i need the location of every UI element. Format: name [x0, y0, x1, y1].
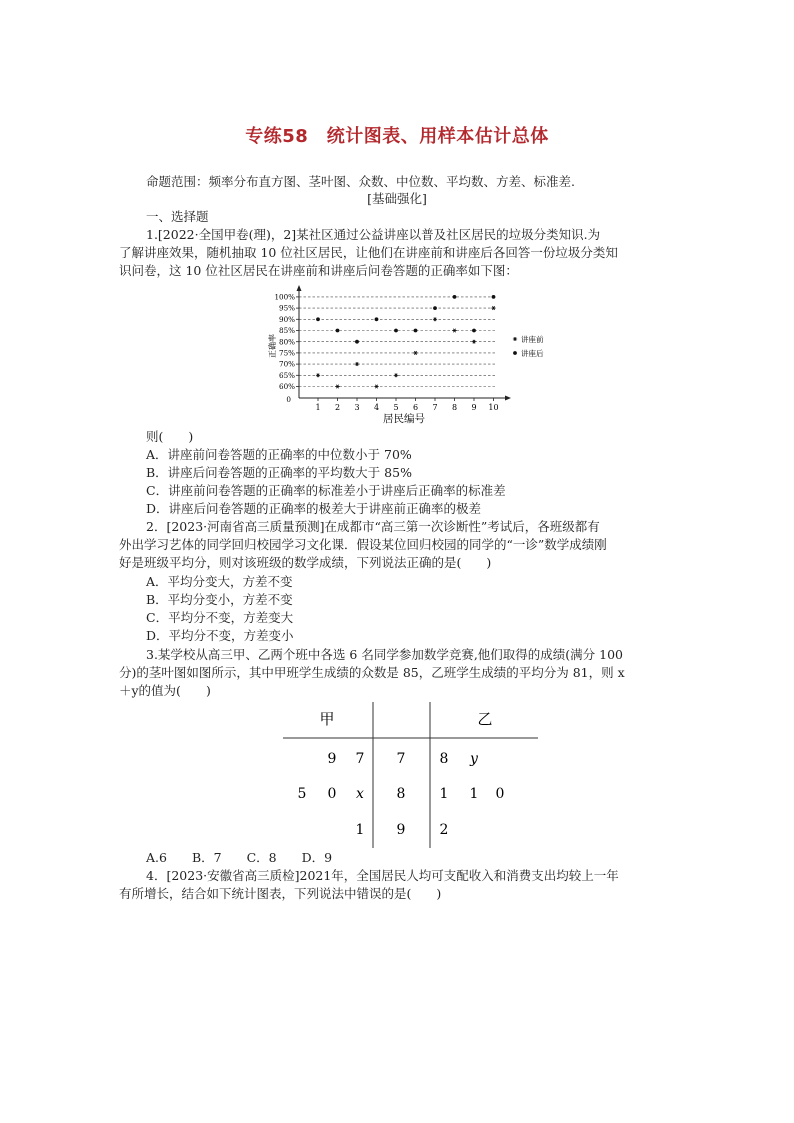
leaf-left: x — [356, 786, 364, 802]
legend-marker-after — [513, 351, 517, 355]
leaf-right: y — [470, 751, 478, 767]
point-before — [413, 351, 417, 355]
legend-label: 讲座后 — [521, 348, 544, 358]
leaf-right: 1 — [439, 786, 449, 802]
q1-option-b: B．讲座后问卷答题的正确率的平均数大于 85% — [146, 465, 412, 480]
q2-option-b: B．平均分变小，方差不变 — [146, 592, 293, 607]
x-tick-label: 3 — [354, 403, 360, 412]
point-before — [452, 329, 456, 333]
chart-y-ticks — [274, 293, 299, 405]
x-tick-label: 2 — [334, 403, 341, 412]
point-after — [492, 295, 496, 299]
point-after — [414, 329, 418, 333]
point-before — [374, 385, 378, 389]
leaf-left: 9 — [327, 751, 337, 767]
y-tick-label: 80% — [279, 337, 295, 347]
q2-option-d: D．平均分不变，方差变小 — [146, 628, 294, 643]
q1-stem-end: 则( ) — [146, 429, 194, 444]
point-before — [355, 362, 359, 366]
x-tick-label: 10 — [488, 403, 499, 412]
chart-axes — [297, 285, 512, 401]
legend-marker-before — [513, 337, 517, 341]
stem-leaf-plot — [280, 700, 544, 850]
point-before — [472, 340, 476, 344]
scope-line: 命题范围：频率分布直方图、茎叶图、众数、中位数、平均数、方差、标准差. — [146, 174, 575, 189]
leaf-right: 8 — [439, 751, 449, 767]
y-tick-label: 75% — [279, 348, 295, 358]
page-title: 专练58 统计图表、用样本估计总体 — [245, 126, 549, 147]
point-after — [316, 317, 320, 321]
q2-option-a: A．平均分变大，方差不变 — [146, 574, 293, 589]
leaf-left: 7 — [355, 751, 365, 767]
y-tick-label: 0 — [286, 395, 291, 404]
q1-option-d: D．讲座后问卷答题的正确率的极差大于讲座前正确率的极差 — [146, 501, 482, 516]
x-axis-label: 居民编号 — [383, 413, 425, 425]
q4-line-2: 有所增长，结合如下统计图表，下列说法中错误的是( ) — [119, 886, 442, 901]
point-after — [375, 317, 379, 321]
q2-option-c: C．平均分不变，方差变大 — [146, 610, 294, 625]
q3-line-1: 3.某学校从高三甲、乙两个班中各选 6 名同学参加数学竞赛,他们取得的成绩(满分 100 — [146, 647, 624, 662]
point-before — [491, 306, 495, 310]
x-tick-label: 4 — [373, 403, 380, 412]
y-tick-label: 100% — [274, 292, 295, 302]
x-tick-label: 5 — [393, 403, 399, 412]
point-before — [433, 317, 437, 321]
chart-legend — [513, 334, 544, 358]
leaf-right: 1 — [469, 786, 479, 802]
x-tick-label: 7 — [432, 403, 438, 412]
x-axis-arrow — [505, 396, 511, 401]
point-after — [336, 329, 340, 333]
chart-points — [316, 295, 496, 388]
legend-label: 讲座前 — [521, 334, 544, 344]
q1-option-c: C．讲座前问卷答题的正确率的标准差小于讲座后正确率的标准差 — [146, 483, 506, 498]
y-tick-label: 70% — [279, 359, 295, 369]
q1-option-a: A．讲座前问卷答题的正确率的中位数小于 70% — [146, 447, 412, 462]
point-before — [335, 385, 339, 389]
q4-line-1: 4．[2023·安徽省高三质检]2021年，全国居民人均可支配收入和消费支出均较上一年 — [146, 868, 619, 883]
y-tick-label: 60% — [279, 382, 295, 392]
leaf-left: 1 — [355, 822, 365, 838]
q1-line-3: 识问卷，这 10 位社区居民在讲座前和讲座后问卷答题的正确率如下图： — [119, 263, 518, 278]
stem-leaf-header-right: 乙 — [477, 710, 493, 728]
point-after — [355, 340, 359, 344]
stem-value: 8 — [396, 786, 406, 802]
stem-value: 9 — [396, 822, 406, 838]
q1-line-2: 了解讲座效果，随机抽取 10 位社区居民，让他们在讲座前和讲座后各回答一份垃圾分类知 — [119, 245, 618, 260]
stem-leaf-rows — [298, 751, 505, 838]
q1-line-1: 1.[2022·全国甲卷(理)，2]某社区通过公益讲座以普及社区居民的垃圾分类知识.为 — [146, 227, 601, 242]
section-heading: 一、选择题 — [146, 209, 209, 224]
y-tick-label: 90% — [279, 314, 295, 324]
point-before — [394, 373, 398, 377]
q2-line-1: 2．[2023·河南省高三质量预测]在成都市“高三第一次诊断性”考试后，各班级都有 — [146, 519, 600, 534]
q3-line-2: 分)的茎叶图如图所示，其中甲班学生成绩的众数是 85，乙班学生成绩的平均分为 81，则 x — [119, 665, 625, 680]
chart-x-ticks — [315, 398, 498, 412]
stem-leaf-header-left: 甲 — [319, 710, 335, 728]
x-tick-label: 6 — [412, 403, 419, 412]
y-axis-arrow — [297, 285, 302, 291]
x-tick-label: 1 — [315, 403, 321, 412]
y-tick-label: 95% — [279, 303, 295, 313]
q3-line-3: ＋y的值为( ) — [119, 683, 211, 698]
point-after — [433, 306, 437, 310]
y-axis-label: 正确率 — [268, 334, 277, 358]
leaf-left: 5 — [297, 786, 307, 802]
q2-line-2: 外出学习艺体的同学回归校园学习文化课．假设某位回归校园的同学的“一诊”数学成绩刚 — [119, 537, 607, 552]
stem-value: 7 — [396, 751, 406, 767]
q2-line-3: 好是班级平均分，则对该班级的数学成绩，下列说法正确的是( ) — [119, 555, 492, 570]
q1-scatter-chart — [262, 284, 572, 430]
chart-grid — [299, 297, 496, 387]
leaf-right: 0 — [495, 786, 505, 802]
section-tag: [基础强化] — [367, 191, 427, 206]
y-tick-label: 85% — [279, 326, 295, 336]
leaf-right: 2 — [439, 822, 449, 838]
q3-options: A.6 B．7 C．8 D．9 — [146, 850, 333, 865]
x-tick-label: 9 — [471, 403, 477, 412]
leaf-left: 0 — [327, 786, 337, 802]
x-tick-label: 8 — [451, 403, 458, 412]
point-after — [453, 295, 457, 299]
point-after — [394, 329, 398, 333]
point-before — [316, 373, 320, 377]
point-after — [472, 329, 476, 333]
y-tick-label: 65% — [279, 370, 295, 380]
